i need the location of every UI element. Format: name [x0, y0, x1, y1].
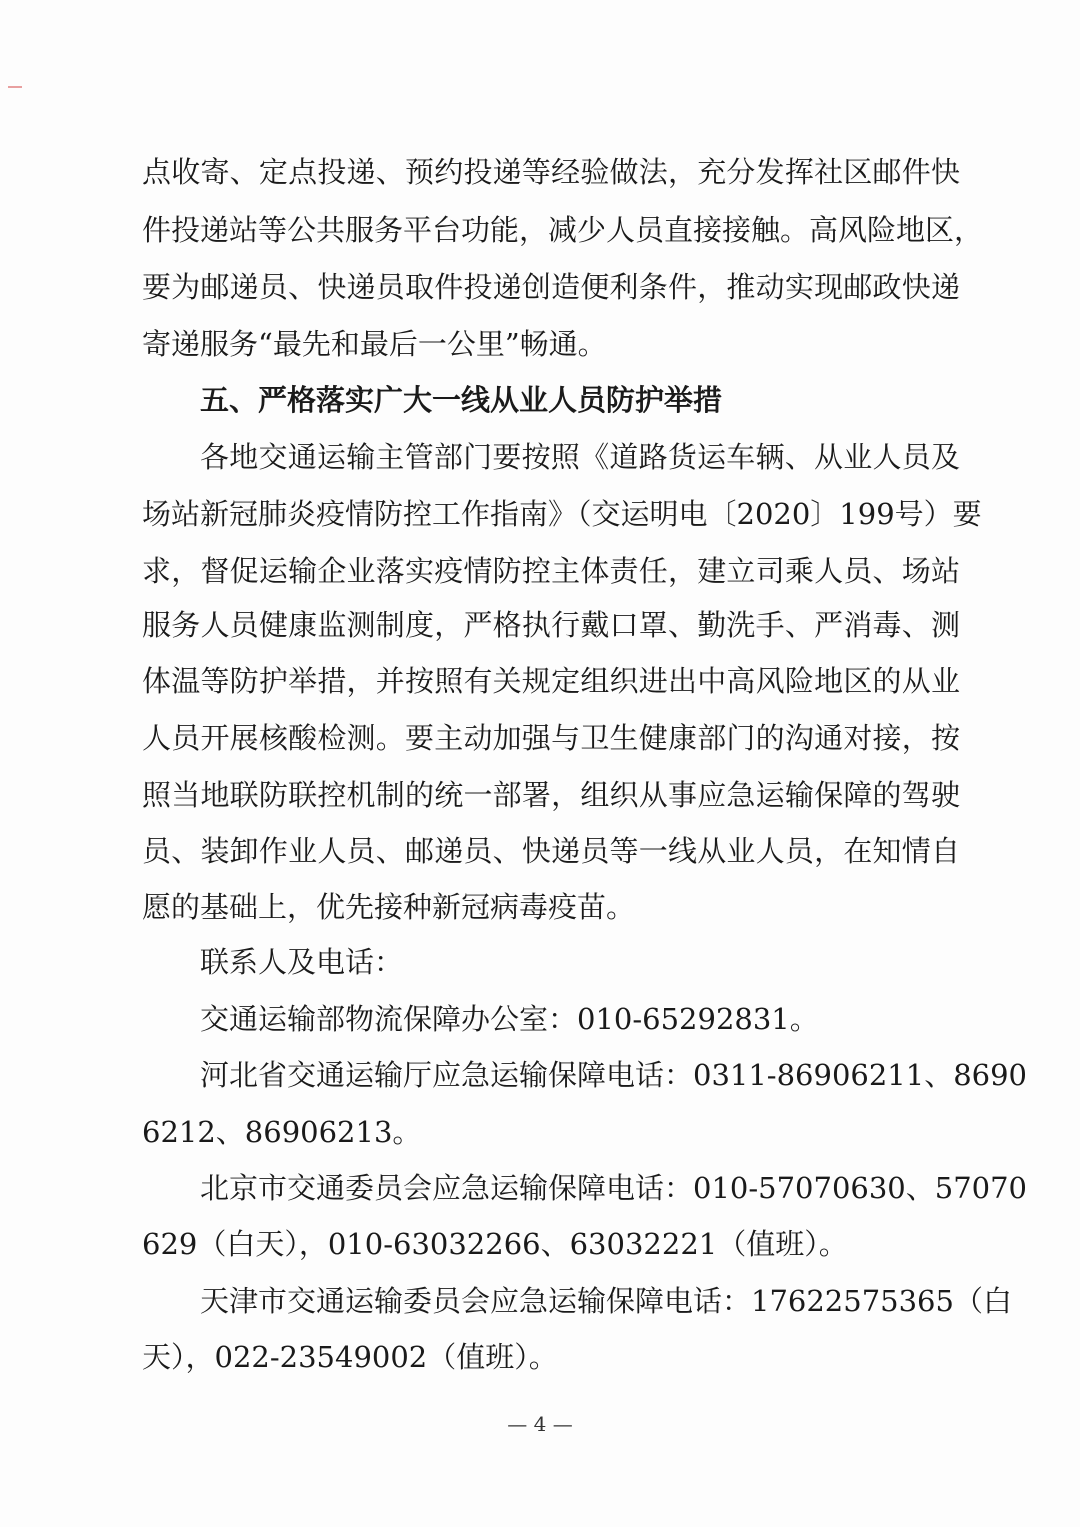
contact-line: 天津市交通运输委员会应急运输保障电话：17622575365（白 — [200, 1284, 1012, 1318]
body-line: 求，督促运输企业落实疫情防控主体责任，建立司乘人员、场站 — [142, 554, 960, 588]
body-line: 要为邮递员、快递员取件投递创造便利条件，推动实现邮政快递 — [142, 270, 960, 304]
body-line: 照当地联防联控机制的统一部署，组织从事应急运输保障的驾驶 — [142, 778, 960, 812]
contact-heading: 联系人及电话： — [200, 945, 404, 979]
contact-line: 河北省交通运输厅应急运输保障电话：0311-86906211、8690 — [200, 1058, 1028, 1092]
contact-line: 交通运输部物流保障办公室：010-65292831。 — [200, 1002, 819, 1036]
body-line: 寄递服务“最先和最后一公里”畅通。 — [142, 327, 607, 361]
contact-line: 6212、86906213。 — [142, 1115, 422, 1149]
body-line: 服务人员健康监测制度，严格执行戴口罩、勤洗手、严消毒、测 — [142, 608, 960, 642]
body-line: 场站新冠肺炎疫情防控工作指南》（交运明电〔2020〕199号）要 — [142, 497, 982, 531]
page-number: — 4 — — [507, 1412, 573, 1436]
body-line: 愿的基础上，优先接种新冠病毒疫苗。 — [142, 890, 636, 924]
body-line: 人员开展核酸检测。要主动加强与卫生健康部门的沟通对接，按 — [142, 721, 960, 755]
scan-mark — [8, 86, 22, 88]
body-line: 件投递站等公共服务平台功能，减少人员直接接触。高风险地区， — [142, 213, 984, 247]
contact-line: 629（白天），010-63032266、63032221（值班）。 — [142, 1227, 848, 1261]
section-heading: 五、严格落实广大一线从业人员防护举措 — [200, 383, 723, 417]
contact-line: 北京市交通委员会应急运输保障电话：010-57070630、57070 — [200, 1171, 1028, 1205]
body-line: 各地交通运输主管部门要按照《道路货运车辆、从业人员及 — [200, 440, 960, 474]
body-line: 体温等防护举措，并按照有关规定组织进出中高风险地区的从业 — [142, 664, 960, 698]
contact-line: 天），022-23549002（值班）。 — [142, 1340, 558, 1374]
body-line: 点收寄、定点投递、预约投递等经验做法，充分发挥社区邮件快 — [142, 155, 960, 189]
body-line: 员、装卸作业人员、邮递员、快递员等一线从业人员，在知情自 — [142, 834, 960, 868]
